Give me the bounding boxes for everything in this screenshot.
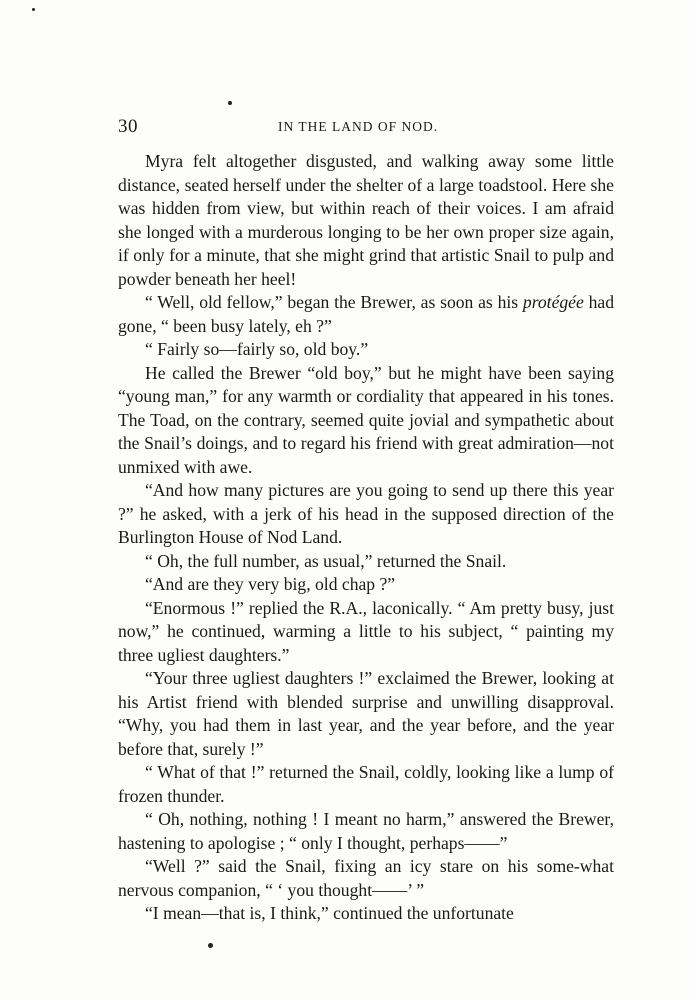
paragraph: “ Oh, the full number, as usual,” returned the Snail. [145, 550, 507, 571]
paragraph: Myra felt altogether disgusted, and walking away some little distance, seated herself under the shelter of a large toadstool. Here she was hidden from view, but within reach of their voices. I am afraid she longed with a murderous longing to be her own proper size again, if only for a minute, that she might grind that artistic Snail to pulp and powder beneath her heel! [118, 151, 614, 289]
running-title: IN THE LAND OF NOD. [278, 119, 439, 134]
paragraph: “ Oh, nothing, nothing ! I meant no harm,” answered the Brewer, hastening to apologise ; “ only I thought, perhaps——” [118, 809, 614, 853]
paragraph: “I mean—that is, I think,” continued the unfortunate [145, 903, 514, 923]
ink-speck [32, 8, 35, 11]
paragraph: “ What of that !” returned the Snail, coldly, looking like a lump of frozen thunder. [118, 762, 614, 806]
paragraph: “And are they very big, old chap ?” [145, 574, 396, 594]
paragraph: “Your three ugliest daughters !” exclaimed the Brewer, looking at his Artist friend with blended surprise and unwilling disapproval. “Why, you had them in last year, and the year before, and the year before that, surely !” [118, 668, 614, 759]
body-text [118, 150, 614, 926]
paragraph: “Well ?” said the Snail, fixing an icy stare on his some-what nervous companion, “ ‘ you thought——’ ” [118, 856, 614, 900]
page-header [118, 116, 614, 138]
paragraph: “ Well, old fellow,” began the Brewer, as soon as his protégée had gone, “ been busy lately, eh ?” [118, 292, 614, 336]
italic-word: protégée [522, 292, 584, 312]
ink-speck [208, 943, 213, 948]
paragraph: “ Fairly so—fairly so, old boy.” [145, 339, 369, 359]
paragraph: “Enormous !” replied the R.A., laconically. “ Am pretty busy, just now,” he continued, warming a little to his subject, “ painting my three ugliest daughters.” [118, 597, 614, 665]
page-number: 30 [118, 116, 138, 137]
paragraph: He called the Brewer “old boy,” but he might have been saying “young man,” for any warmth or cordiality that appeared in his tones. The Toad, on the contrary, seemed quite jovial and sympathetic about the Snail’s doings, and to regard his friend with great admiration—not unmixed with awe. [118, 362, 614, 477]
paragraph: “And how many pictures are you going to send up there this year ?” he asked, with a jerk of his head in the supposed direction of the Burlington House of Nod Land. [118, 480, 614, 547]
ink-speck [228, 101, 232, 105]
